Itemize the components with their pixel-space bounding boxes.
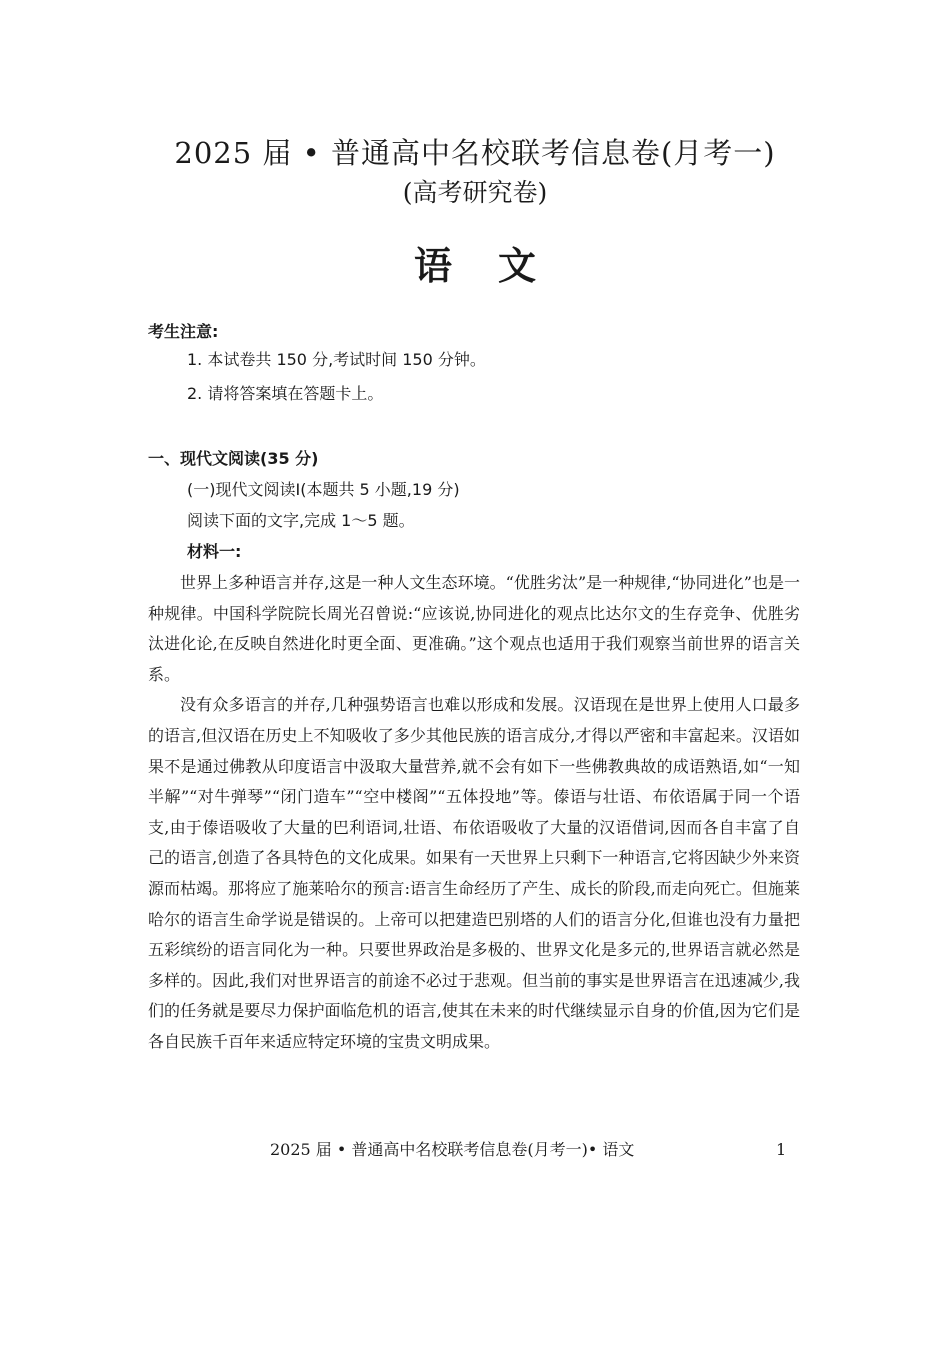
paragraph: 世界上多种语言并存,这是一种人文生态环境。“优胜劣汰”是一种规律,“协同进化”也是一种规律。中国科学院院长周光召曾说:“应该说,协同进化的观点比达尔文的生存竞争、优胜劣汰进化论,在反映自然进化时更全面、更准确。”这个观点也适用于我们观察当前世界的语言关系。 <box>148 573 800 684</box>
footer-title: 2025 届 • 普通高中名校联考信息卷(月考一)• 语文 <box>270 1140 635 1159</box>
section-heading: 一、现代文阅读(35 分) <box>148 449 319 468</box>
material-label: 材料一: <box>187 542 242 561</box>
page-number: 1 <box>776 1140 787 1159</box>
paragraph: 没有众多语言的并存,几种强势语言也难以形成和发展。汉语现在是世界上使用人口最多的语言,但汉语在历史上不知吸收了多少其他民族的语言成分,才得以严密和丰富起来。汉语如果不是通过佛教从印度语言中汲取大量营养,就不会有如下一些佛教典故的成语熟语,如“一知半解”“对牛弹琴”“闭门造车”“空中楼阁”“五体投地”等。傣语与壮语、布依语属于同一个语支,由于傣语吸收了大量的巴利语词,壮语、布依语吸收了大量的汉语借词,因而各自丰富了自己的语言,创造了各具特色的文化成果。如果有一天世界上只剩下一种语言,它将因缺少外来资源而枯竭。那将应了施莱哈尔的预言:语言生命经历了产生、成长的阶段,而走向死亡。但施莱哈尔的语言生命学说是错误的。上帝可以把建造巴别塔的人们的语言分化,但谁也没有力量把五彩缤纷的语言同化为一种。只要世界政治是多极的、世界文化是多元的,世界语言就必然是多样的。因此,我们对世界语言的前途不必过于悲观。但当前的事实是世界语言在迅速减少,我们的任务就是要尽力保护面临危机的语言,使其在未来的时代继续显示自身的价值,因为它们是各自民族千百年来适应特定环境的宝贵文明成果。 <box>148 695 800 1051</box>
exam-subtitle: (高考研究卷) <box>402 178 548 207</box>
notice-item-1: 1. 本试卷共 150 分,考试时间 150 分钟。 <box>187 350 486 369</box>
exam-title: 2025 届 • 普通高中名校联考信息卷(月考一) <box>174 136 776 170</box>
subject-title: 语文 <box>413 243 582 288</box>
material-text <box>148 568 800 1058</box>
notice-heading: 考生注意: <box>148 322 219 341</box>
part-heading: (一)现代文阅读Ⅰ(本题共 5 小题,19 分) <box>187 480 460 499</box>
reading-instruction: 阅读下面的文字,完成 1～5 题。 <box>187 511 415 530</box>
notice-item-2: 2. 请将答案填在答题卡上。 <box>187 384 384 403</box>
